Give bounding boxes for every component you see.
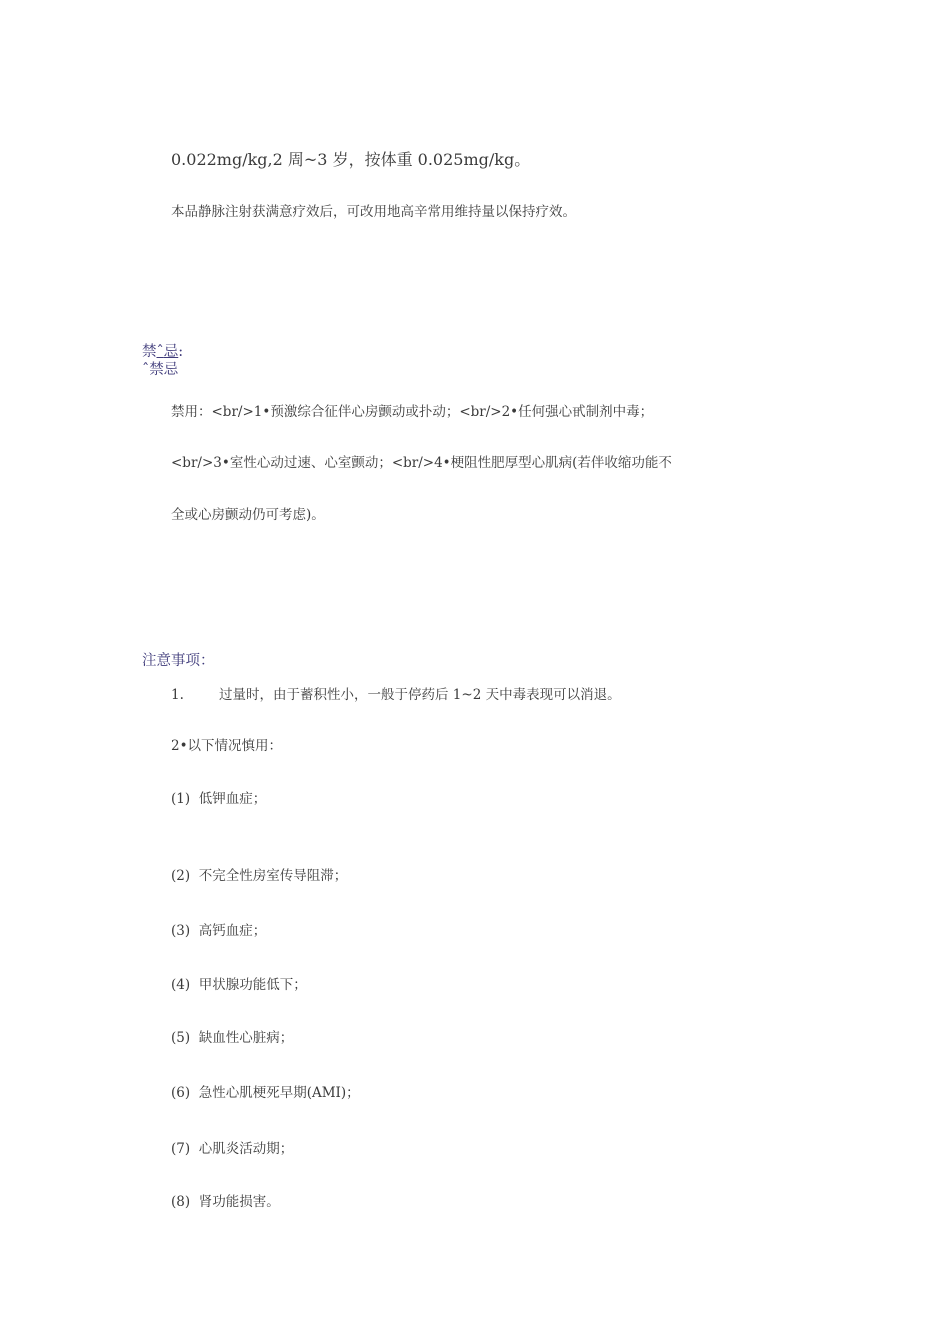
precaution-item-1 [171,685,621,705]
list-item-text: 急性心肌梗死早期(AMI)； [198,1085,360,1101]
contraindications-line-1: 禁用：<br/>1•预激综合征伴心房颤动或扑动；<br/>2•任何强心甙制剂中毒； [171,404,654,420]
dosage-line-1: 0.022mg/kg,2 周~3 岁，按体重 0.025mg/kg。 [171,150,531,169]
list-item-number: (3) [171,923,191,939]
list-item-number: (6) [171,1085,191,1101]
contraindications-line-2: <br/>3•室性心动过速、心室颤动；<br/>4•梗阻性肥厚型心肌病(若伴收缩功能不 [171,455,672,471]
dosage-line-2: 本品静脉注射获满意疗效后，可改用地高辛常用维持量以保持疗效。 [171,204,576,220]
list-item-number: (1) [171,791,191,807]
list-item-number: (5) [171,1030,191,1046]
contraindications-heading [142,342,183,362]
heading-char-2: ˆ忌 [156,344,179,360]
heading-colon: : [178,344,184,360]
list-item-text: 缺血性心脏病； [198,1030,294,1046]
list-item [171,975,307,995]
list-item [171,789,266,809]
list-item [171,866,347,886]
list-item-text: 肾功能损害。 [198,1194,280,1210]
list-item [171,1083,360,1103]
list-item-text: 高钙血症； [198,923,267,939]
contraindications-line-3: 全或心房颤动仍可考虑)。 [171,507,325,523]
item-1-text: 过量时，由于蓄积性小，一般于停药后 1~2 天中毒表现可以消退。 [219,687,621,703]
contraindications-subheading: ˆ禁忌 [142,362,179,378]
precaution-item-2: 2•以下情况慎用： [171,738,283,754]
list-item [171,1028,293,1048]
list-item-text: 低钾血症； [198,791,267,807]
item-1-number: 1. [171,687,184,703]
list-item-number: (2) [171,868,191,884]
heading-char-1: 禁 [142,344,157,360]
list-item-text: 心肌炎活动期； [198,1141,294,1157]
list-item-number: (8) [171,1194,191,1210]
list-item-number: (4) [171,977,191,993]
list-item [171,1192,280,1212]
list-item-text: 不完全性房室传导阻滞； [198,868,348,884]
list-item [171,921,266,941]
list-item-number: (7) [171,1141,191,1157]
precautions-heading: 注意事项： [142,653,215,669]
list-item-text: 甲状腺功能低下； [198,977,307,993]
list-item [171,1139,293,1159]
